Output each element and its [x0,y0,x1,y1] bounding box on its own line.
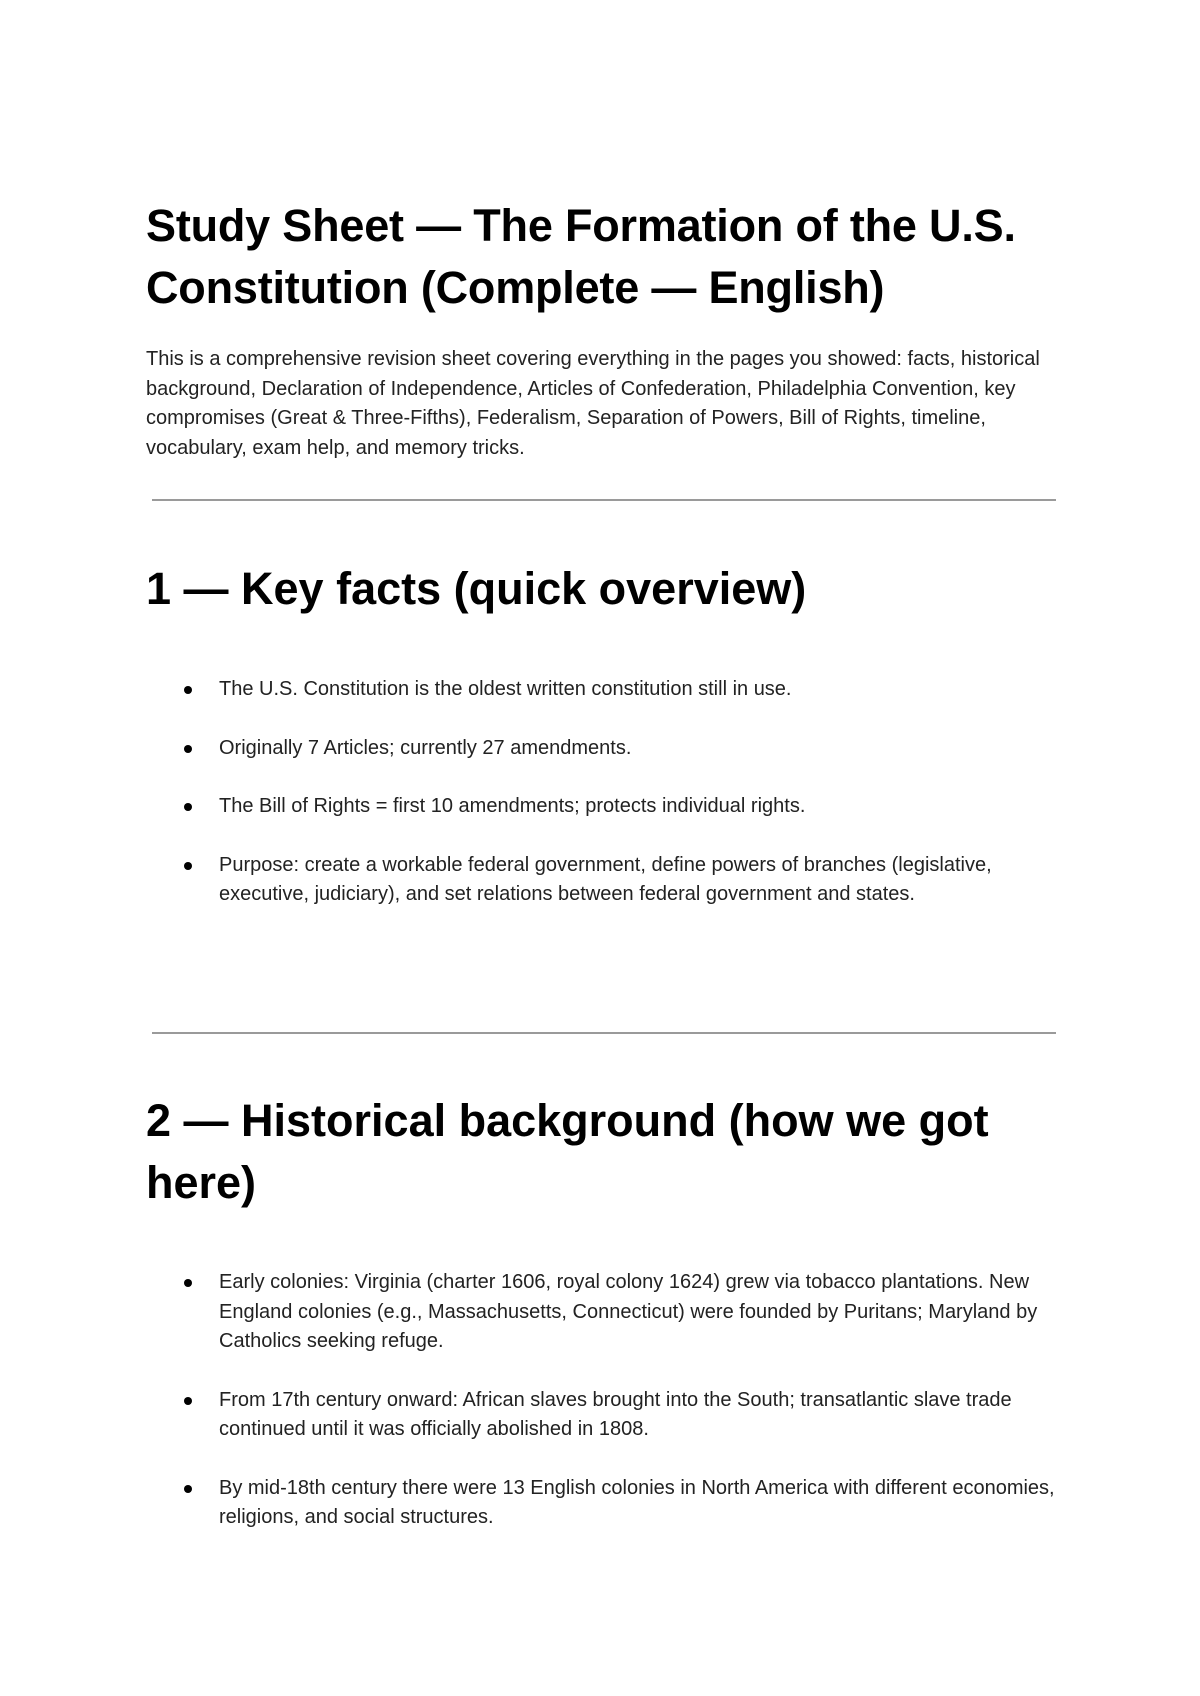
list-item [146,851,1062,910]
bullet-icon [184,803,192,811]
list-item [146,792,1062,822]
section-heading-historical-background: 2 — Historical background (how we got here) [146,1095,989,1208]
list-item [146,675,1062,705]
historical-background-list [146,1268,1062,1562]
bullet-icon [184,745,192,753]
list-item-text: Early colonies: Virginia (charter 1606, royal colony 1624) grew via tobacco plantations. New England colonies (e.g., Massachusetts, Connecticut) were founded by Puritans; Maryland by Catholics seeking refuge. [219,1271,1038,1352]
section-heading-key-facts: 1 — Key facts (quick overview) [146,563,807,614]
list-item-text: The Bill of Rights = first 10 amendments; protects individual rights. [219,795,806,817]
list-item-text: Originally 7 Articles; currently 27 amendments. [219,736,632,759]
bullet-icon [184,686,192,694]
list-item [146,1386,1062,1445]
document-title: Study Sheet — The Formation of the U.S. Constitution (Complete — English) [146,200,1016,313]
list-item-text: The U.S. Constitution is the oldest written constitution still in use. [219,678,792,700]
document-page [146,195,1062,1528]
section-divider [152,499,1056,501]
list-item-text: From 17th century onward: African slaves brought into the South; transatlantic slave trade continued until it was officially abolished in 1808. [219,1388,1012,1440]
bullet-icon [184,862,192,870]
list-item [146,1474,1062,1533]
list-item-text: By mid-18th century there were 13 English colonies in North America with different economies, religions, and social structures. [219,1476,1055,1528]
key-facts-list [146,675,1062,939]
list-item [146,1268,1062,1357]
bullet-icon [184,1485,192,1493]
list-item-text: Purpose: create a workable federal government, define powers of branches (legislative, executive, judiciary), and set relations between federal government and states. [219,853,992,905]
bullet-icon [184,1397,192,1405]
bullet-icon [184,1279,192,1287]
section-divider [152,1032,1056,1034]
list-item [146,734,1062,764]
intro-paragraph: This is a comprehensive revision sheet covering everything in the pages you showed: facts, historical background, Declaration of Independence, Articles of Confederation, Philadelphia Convention, key compromises (Great & Three-Fifths), Federalism, Separation of Powers, Bill of Rights, timeline, vocabulary, exam help, and memory tricks. [146,348,1040,459]
